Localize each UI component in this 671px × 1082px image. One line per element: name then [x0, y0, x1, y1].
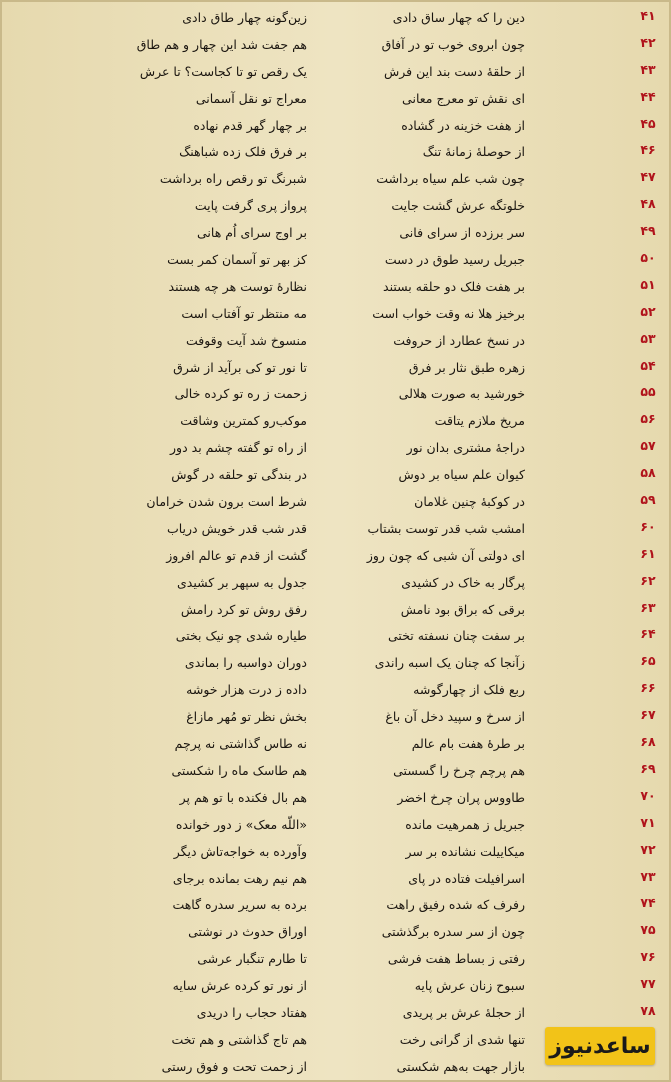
first-hemistich: ای دولتی آن شبی که چون روز	[366, 547, 525, 563]
verse-row	[2, 328, 671, 355]
verse-row	[2, 973, 671, 1000]
verse-row	[2, 677, 671, 704]
verse-row	[2, 113, 671, 140]
second-hemistich: زین‌گونه چهار طاق دادی	[182, 10, 307, 25]
second-hemistich: از نور تو کرده عرش سایه	[172, 978, 307, 994]
verse-row	[2, 919, 671, 946]
verse-number: ۷۷	[640, 976, 656, 992]
verse-row	[2, 731, 671, 758]
verse-row	[2, 301, 671, 328]
first-hemistich: زهره طبق نثار بر فرق	[408, 359, 525, 375]
verse-row	[2, 166, 671, 193]
verse-number: ۵۲	[640, 303, 656, 319]
verse-number: ۶۹	[640, 760, 656, 776]
verse-row	[2, 59, 671, 86]
verse-row	[2, 32, 671, 59]
verse-row	[2, 247, 671, 274]
verse-number: ۶۷	[640, 707, 656, 723]
verse-row	[2, 516, 671, 543]
first-hemistich: از هفت خزینه در گشاده	[401, 117, 525, 133]
logo-text: ساعدنیوز	[549, 1033, 651, 1059]
second-hemistich: هم جفت شد این چهار و هم طاق	[136, 36, 307, 52]
second-hemistich: شرط است برون شدن خرامان	[146, 494, 307, 510]
first-hemistich: خلوتگه عرش گشت جایت	[391, 198, 525, 214]
second-hemistich: بخش نظر تو مُهر مازاغ	[186, 709, 307, 725]
second-hemistich: نه طاس گذاشتی نه پرچم	[174, 736, 307, 752]
first-hemistich: کیوان علم سیاه بر دوش	[398, 467, 525, 483]
first-hemistich: از حجلهٔ عرش بر پریدی	[402, 1004, 525, 1020]
verse-number: ۵۱	[640, 276, 656, 292]
second-hemistich: گشت از قدم تو عالم افروز	[166, 547, 307, 563]
verse-number: ۴۱	[640, 8, 656, 23]
second-hemistich: کز بهر تو آسمان کمر بست	[167, 252, 307, 268]
verse-number: ۵۰	[640, 250, 656, 266]
verse-number: ۴۴	[640, 88, 656, 104]
verse-row	[2, 274, 671, 301]
verse-row	[2, 866, 671, 893]
first-hemistich: از حلقهٔ دست بند این فرش	[384, 63, 525, 79]
first-hemistich: بر هفت فلک دو حلقه بستند	[383, 278, 525, 294]
second-hemistich: اوراق حدوث در نوشتی	[188, 924, 307, 940]
verse-row	[2, 435, 671, 462]
verse-number: ۴۷	[640, 169, 656, 185]
second-hemistich: قدر شب قدر خویش دریاب	[166, 520, 307, 536]
second-hemistich: هم تاج گذاشتی و هم تخت	[171, 1031, 307, 1047]
first-hemistich: اسرافیلت فتاده در پای	[408, 870, 525, 886]
verse-row	[2, 462, 671, 489]
second-hemistich: وآورده به خواجه‌تاش دیگر	[173, 843, 307, 859]
verse-number: ۶۵	[640, 653, 656, 669]
verse-number: ۶۶	[640, 680, 656, 696]
verse-number: ۵۵	[640, 384, 656, 400]
verse-row	[2, 892, 671, 919]
first-hemistich: مریخ ملازم یتاقت	[434, 413, 525, 429]
verse-number: ۴۲	[640, 34, 656, 50]
verse-row	[2, 1000, 671, 1027]
second-hemistich: رفق روش تو کرد رامش	[180, 601, 307, 617]
verse-number: ۷۶	[640, 949, 656, 965]
verse-number: ۷۰	[640, 787, 656, 803]
verse-row	[2, 86, 671, 113]
second-hemistich: هم نیم رهت بمانده برجای	[172, 870, 307, 886]
first-hemistich: پرگار به خاک در کشیدی	[401, 574, 525, 590]
first-hemistich: بازار جهت به‌هم شکستی	[396, 1058, 525, 1074]
second-hemistich: هم طاسک ماه را شکستی	[171, 762, 307, 778]
verse-row	[2, 946, 671, 973]
first-hemistich: امشب شب قدر توست بشتاب	[367, 520, 525, 536]
verse-row	[2, 220, 671, 247]
verse-number: ۷۱	[640, 814, 656, 830]
verse-row	[2, 650, 671, 677]
verse-list	[2, 5, 671, 1081]
second-hemistich: در بندگی تو حلقه در گوش	[171, 467, 307, 483]
verse-number: ۶۱	[640, 545, 656, 561]
verse-number: ۵۴	[640, 357, 656, 373]
first-hemistich: طاووس پران چرخ اخضر	[397, 789, 525, 805]
verse-number: ۴۳	[640, 61, 656, 77]
first-hemistich: رفرف که شده رفیق راهت	[386, 897, 525, 913]
verse-number: ۴۵	[640, 115, 656, 131]
verse-row	[2, 812, 671, 839]
verse-row	[2, 5, 671, 32]
verse-number: ۴۹	[640, 223, 656, 239]
verse-number: ۶۴	[640, 626, 656, 642]
verse-row	[2, 543, 671, 570]
verse-row	[2, 623, 671, 650]
verse-row	[2, 785, 671, 812]
first-hemistich: چون از سر سدره برگذشتی	[381, 924, 525, 940]
first-hemistich: در کوکبهٔ چنین غلامان	[414, 494, 525, 510]
second-hemistich: مه منتظر تو آفتاب است	[181, 305, 307, 321]
verse-number: ۵۸	[640, 465, 656, 481]
second-hemistich: برده به سریر سدره گاهت	[172, 897, 307, 913]
first-hemistich: در نسخ عطارد از حروفت	[393, 332, 525, 348]
second-hemistich: معراج تو نقل آسمانی	[195, 90, 307, 106]
first-hemistich: دین را که چهار ساق دادی	[392, 10, 525, 25]
second-hemistich: از زحمت تحت و فوق رستی	[161, 1058, 307, 1074]
first-hemistich: چون ابروی خوب تو در آفاق	[381, 36, 525, 52]
verse-row	[2, 489, 671, 516]
second-hemistich: بر اوج سرای اُم هانی	[197, 225, 307, 241]
first-hemistich: زآنجا که چنان یک اسبه راندی	[374, 655, 525, 671]
second-hemistich: بر چهار گهر قدم نهاده	[193, 117, 307, 133]
second-hemistich: هم بال فکنده با تو هم پر	[179, 789, 307, 805]
first-hemistich: سبوح زنان عرش پایه	[414, 978, 525, 994]
verse-number: ۴۶	[640, 142, 656, 158]
verse-number: ۵۷	[640, 438, 656, 454]
verse-row	[2, 570, 671, 597]
verse-number: ۷۲	[640, 841, 656, 857]
first-hemistich: از سرخ و سپید دخل آن باغ	[385, 709, 525, 725]
verse-number: ۶۸	[640, 734, 656, 750]
second-hemistich: طیاره شدی چو نیک بختی	[175, 628, 307, 644]
first-hemistich: تنها شدی از گرانی رخت	[399, 1031, 525, 1047]
first-hemistich: ای نقش تو معرج معانی	[402, 90, 525, 106]
second-hemistich: شبرنگ تو رقص راه برداشت	[159, 171, 307, 187]
first-hemistich: هم پرچم چرخ را گسستی	[393, 762, 525, 778]
second-hemistich: جدول به سپهر بر کشیدی	[177, 574, 307, 590]
first-hemistich: چون شب علم سیاه برداشت	[376, 171, 525, 187]
verse-row	[2, 704, 671, 731]
second-hemistich: دوران دواسبه را بماندی	[184, 655, 307, 671]
verse-number: ۷۳	[640, 868, 656, 884]
verse-row	[2, 758, 671, 785]
second-hemistich: از راه تو گفته چشم بد دور	[170, 440, 307, 456]
second-hemistich: بر فرق فلک زده شباهنگ	[179, 144, 307, 160]
verse-row	[2, 381, 671, 408]
first-hemistich: رفتی ز بساط هفت فرشی	[387, 951, 525, 967]
verse-row	[2, 597, 671, 624]
first-hemistich: ربع فلک از چهارگوشه	[413, 682, 525, 698]
second-hemistich: زحمت ز ره تو کرده خالی	[174, 386, 307, 402]
second-hemistich: پرواز پری گرفت پایت	[194, 198, 307, 214]
second-hemistich: موکب‌رو کمترین وشاقت	[180, 413, 307, 429]
second-hemistich: منسوخ شد آیت وقوفت	[185, 332, 307, 348]
verse-row	[2, 193, 671, 220]
first-hemistich: دراجهٔ مشتری بدان نور	[406, 440, 525, 456]
verse-number: ۶۲	[640, 572, 656, 588]
verse-row	[2, 355, 671, 382]
verse-number: ۵۹	[640, 492, 656, 508]
first-hemistich: جبریل ز همرهیت مانده	[405, 816, 525, 832]
verse-number: ۴۸	[640, 196, 656, 212]
saednews-logo[interactable]	[545, 1027, 655, 1065]
first-hemistich: بر طرهٔ هفت بام عالم	[411, 736, 525, 752]
verse-row	[2, 408, 671, 435]
second-hemistich: داده ز درت هزار خوشه	[186, 682, 307, 698]
second-hemistich: نظارهٔ توست هر چه هستند	[168, 278, 307, 294]
first-hemistich: سر برزده از سرای فانی	[399, 225, 525, 241]
verse-number: ۷۵	[640, 922, 656, 938]
second-hemistich: «اللّه معک» ز دور خوانده	[175, 816, 307, 832]
first-hemistich: جبریل رسید طوق در دست	[384, 252, 525, 268]
first-hemistich: میکاییلت نشانده بر سر	[405, 843, 525, 859]
verse-number: ۶۳	[640, 599, 656, 615]
second-hemistich: هفتاد حجاب را دریدی	[196, 1004, 307, 1020]
first-hemistich: از حوصلهٔ زمانهٔ تنگ	[422, 144, 525, 160]
verse-number: ۷۸	[640, 1002, 656, 1018]
verse-number: ۵۶	[640, 411, 656, 427]
second-hemistich: تا نور تو کی برآید از شرق	[173, 359, 307, 375]
verse-row	[2, 839, 671, 866]
verse-number: ۵۳	[640, 330, 656, 346]
second-hemistich: یک رقص تو تا کجاست؟ تا عرش	[139, 63, 307, 79]
first-hemistich: بر سفت چنان نسفته تختی	[388, 628, 525, 644]
first-hemistich: برخیز هلا نه وقت خواب است	[372, 305, 525, 321]
first-hemistich: برقی که براق بود نامش	[400, 601, 525, 617]
first-hemistich: خورشید به صورت هلالی	[398, 386, 525, 402]
verse-number: ۷۴	[640, 895, 656, 911]
second-hemistich: تا طارم تنگبار عرشی	[197, 951, 307, 967]
verse-row	[2, 139, 671, 166]
verse-number: ۶۰	[640, 518, 656, 534]
